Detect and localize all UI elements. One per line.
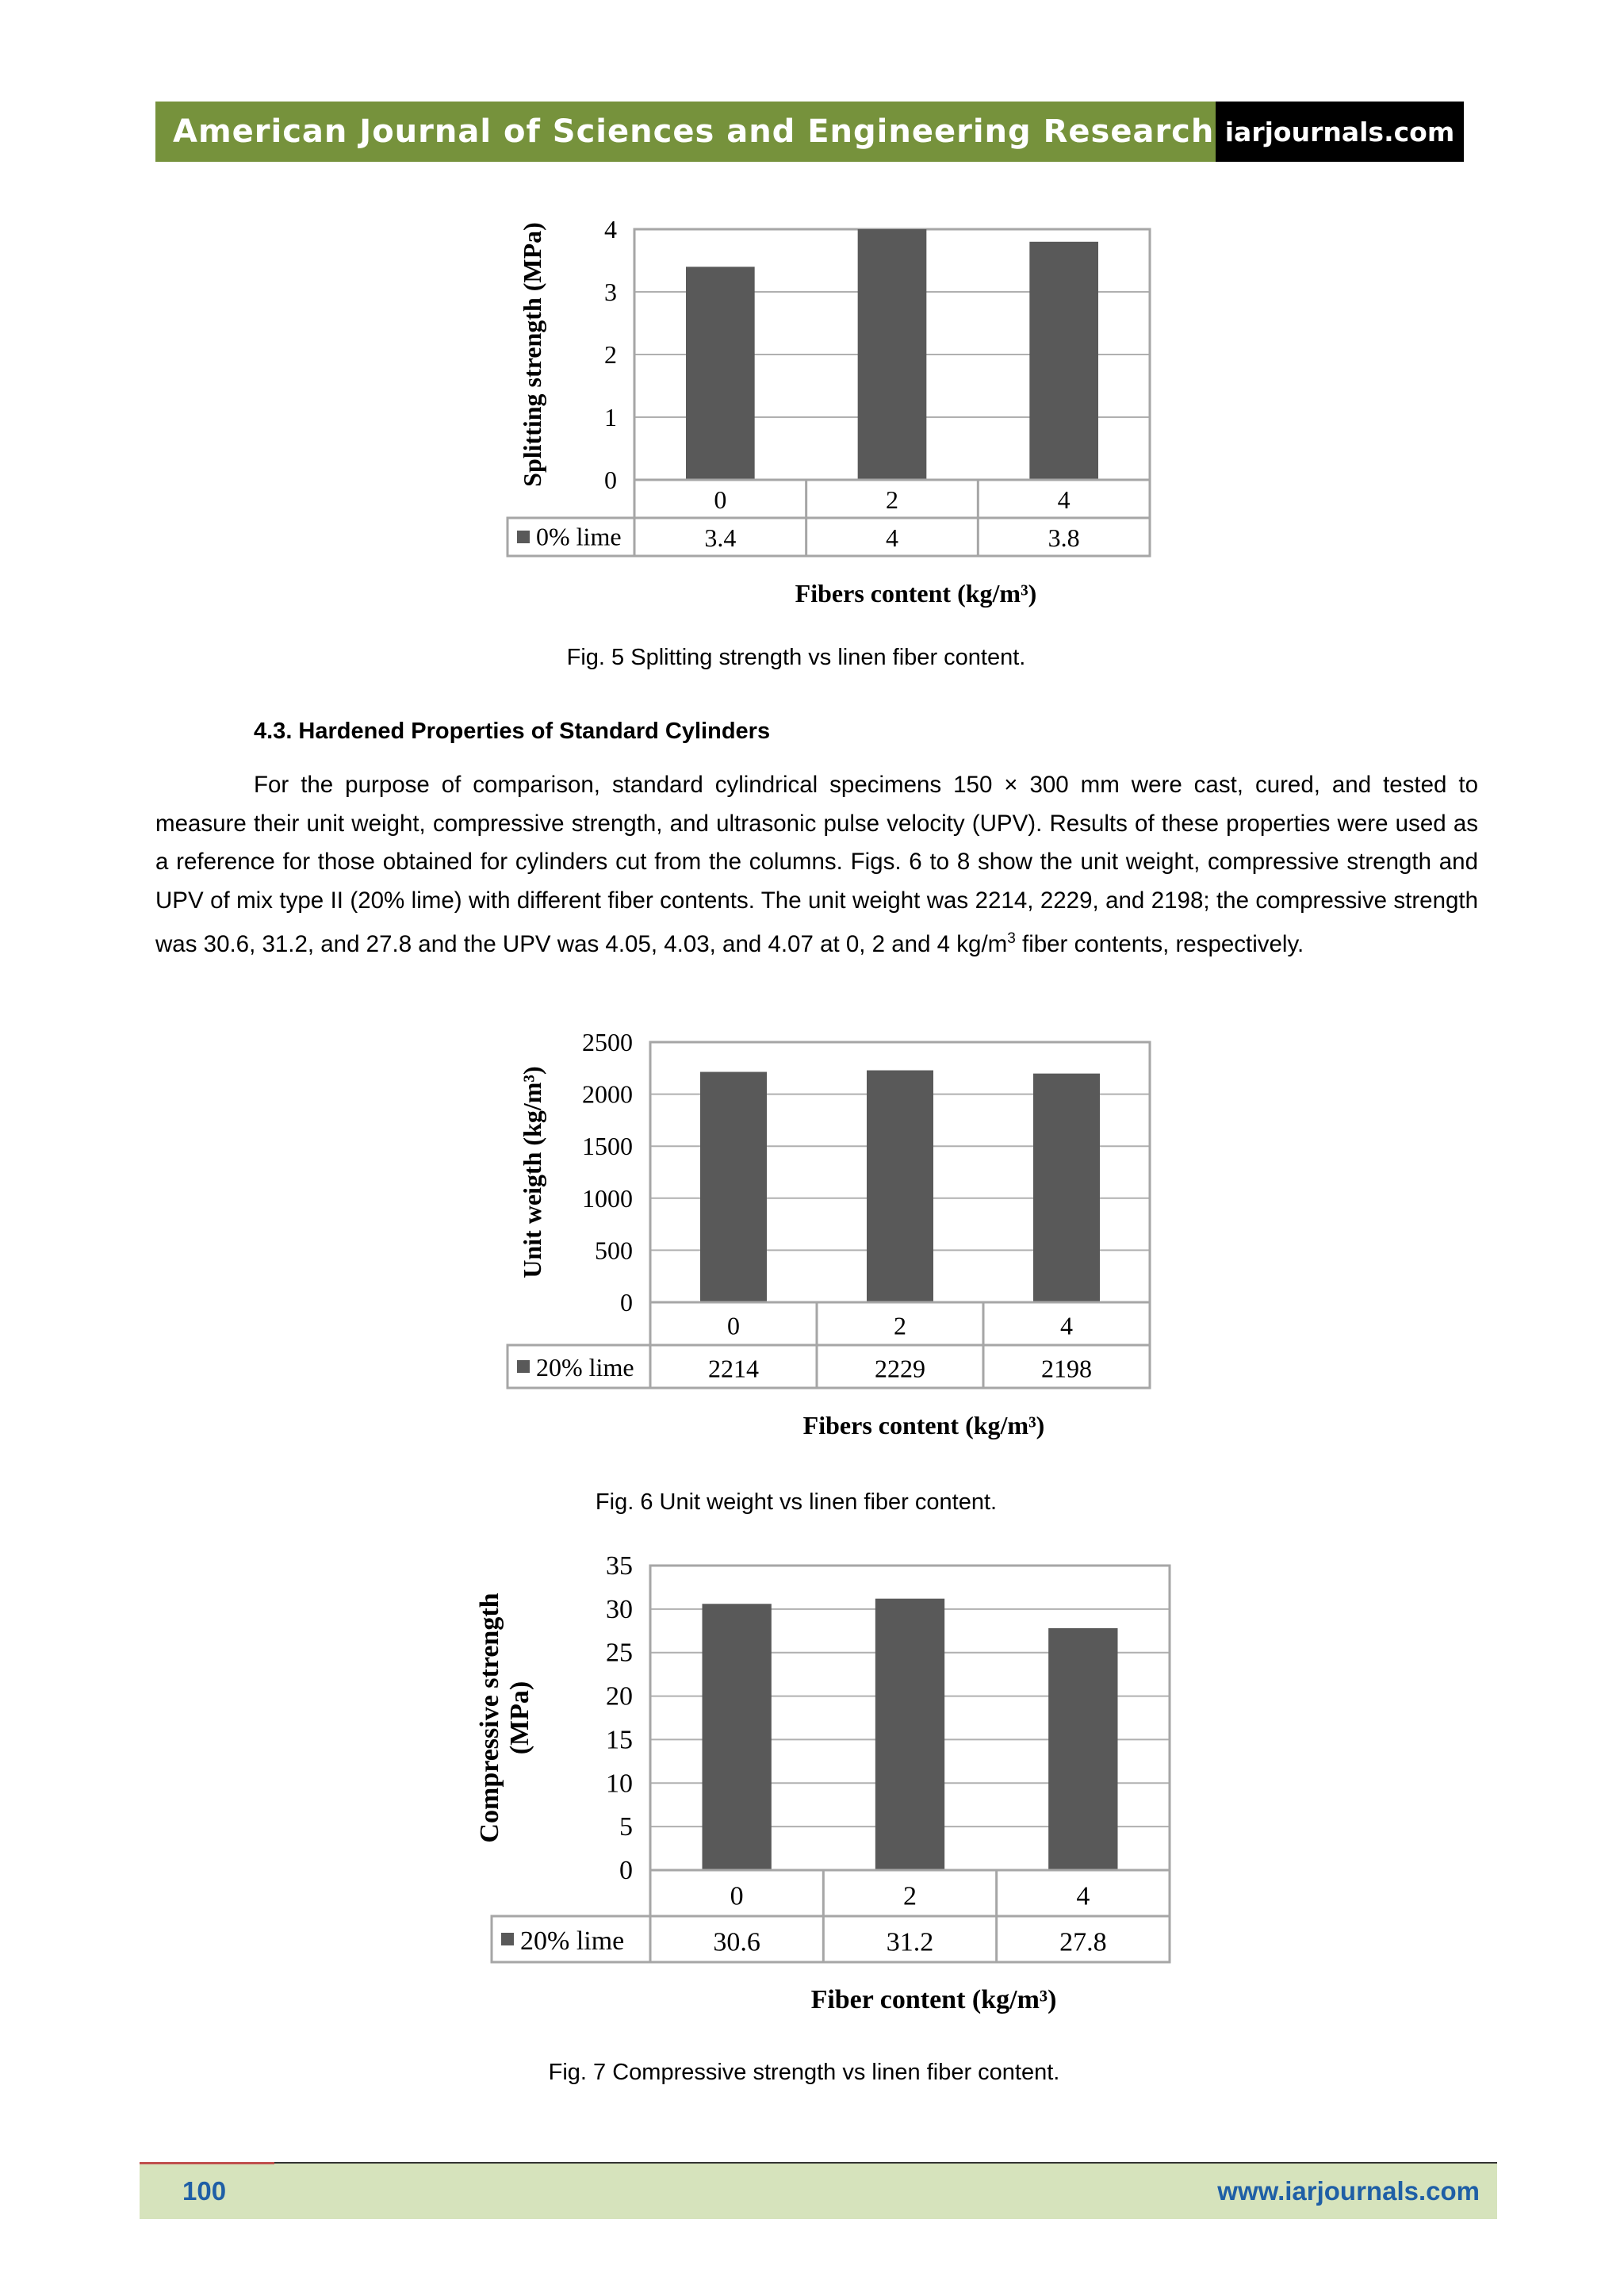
x-axis-title: Fiber content (kg/m³) [810,1985,1057,2014]
data-table-value: 31.2 [886,1927,934,1957]
data-table-value: 3.8 [1048,523,1080,552]
data-table-value: 2198 [1041,1354,1092,1383]
legend-label: 20% lime [536,1352,634,1382]
x-category-label: 0 [714,485,727,514]
paragraph-end: fiber contents, respectively. [1015,930,1304,957]
y-tick-label: 2500 [582,1028,633,1056]
x-category-label: 2 [903,1881,917,1911]
bar [858,229,927,480]
bar [686,266,755,480]
y-tick-label: 30 [606,1594,633,1624]
page-footer [140,2162,1497,2219]
figure-7-chart [475,1547,1182,2014]
x-category-label: 0 [727,1311,740,1340]
y-tick-label: 20 [606,1681,633,1711]
data-table-value: 4 [886,523,898,552]
legend-swatch [517,531,530,543]
body-paragraph [155,766,1478,964]
section-heading: 4.3. Hardened Properties of Standard Cylinders [254,719,771,744]
y-tick-label: 2000 [582,1079,633,1109]
x-category-label: 4 [1060,1311,1073,1340]
data-table-value: 2214 [708,1354,759,1383]
bar [875,1599,944,1870]
y-tick-label: 1 [604,403,617,431]
chart-6-svg [492,1023,1166,1439]
y-tick-label: 0 [604,466,617,494]
header-site[interactable]: iarjournals.com [1216,102,1464,162]
paragraph-text: For the purpose of comparison, standard cylindrical specimens 150 × 300 mm were cast, cured, and tested to measure their unit weight, compressive strength, and ultrasonic pulse velocity (UPV). Results of these properties were used as a reference for those obtained for cylinders cut from the columns. Figs. 6 to 8 show the unit weight, compressive strength and UPV of mix type II (20% lime) with different fiber contents. The unit weight was 2214, 2229, and 2198; the compressive strength was 30.6, 31.2, and 27.8 and the UPV was 4.05, 4.03, and 4.07 at 0, 2 and 4 kg/m [155,772,1478,957]
legend-label: 20% lime [520,1926,625,1956]
data-table-value: 2229 [875,1354,925,1383]
y-axis-title: Splitting strength (MPa) [518,222,546,487]
x-axis-title: Fibers content (kg/m³) [795,579,1037,608]
data-table-value: 27.8 [1059,1927,1107,1957]
y-axis-title: Compressive strength [475,1593,504,1843]
bar [867,1071,933,1302]
chart-7-svg [475,1547,1182,2014]
x-category-label: 4 [1057,485,1071,514]
y-tick-label: 3 [604,278,617,306]
bar [703,1604,772,1870]
bar [1029,242,1098,480]
figure-6-caption: Fig. 6 Unit weight vs linen fiber content. [595,1489,998,1515]
figure-5-chart [492,202,1166,615]
x-category-label: 2 [886,485,898,514]
y-tick-label: 500 [595,1236,633,1265]
y-tick-label: 0 [619,1856,633,1885]
x-category-label: 0 [730,1881,744,1911]
bar [1033,1074,1100,1302]
legend-swatch [517,1360,530,1373]
footer-accent [140,2162,274,2164]
y-tick-label: 1000 [582,1183,633,1213]
y-tick-label: 1500 [582,1132,633,1161]
page-number: 100 [182,2176,227,2206]
y-tick-label: 15 [606,1725,633,1755]
journal-title: American Journal of Sciences and Engineering Research [173,113,1215,150]
data-table-value: 30.6 [713,1927,760,1957]
data-table-value: 3.4 [704,523,737,552]
y-tick-label: 25 [606,1638,633,1668]
y-tick-label: 0 [620,1288,633,1317]
y-tick-label: 2 [604,340,617,369]
legend-swatch [501,1933,514,1945]
y-tick-label: 4 [604,215,617,243]
y-tick-label: 35 [606,1551,633,1581]
y-tick-label: 10 [606,1769,633,1799]
figure-5-caption: Fig. 5 Splitting strength vs linen fiber content. [566,645,1026,670]
y-axis-title: (MPa) [505,1681,534,1755]
figure-7-caption: Fig. 7 Compressive strength vs linen fiber content. [548,2060,1060,2085]
y-axis-title: Unit weigth (kg/m³) [518,1066,546,1278]
y-tick-label: 5 [619,1812,633,1842]
x-axis-title: Fibers content (kg/m³) [802,1411,1045,1439]
footer-url[interactable]: www.iarjournals.com [1217,2176,1480,2206]
figure-6-chart [492,1023,1166,1439]
chart-5-svg [492,202,1166,615]
x-category-label: 2 [894,1311,906,1340]
x-category-label: 4 [1076,1881,1090,1911]
bar [700,1072,767,1302]
legend-label: 0% lime [536,522,622,551]
paragraph-superscript: 3 [1007,930,1016,947]
journal-header [155,102,1464,162]
bar [1048,1628,1117,1870]
